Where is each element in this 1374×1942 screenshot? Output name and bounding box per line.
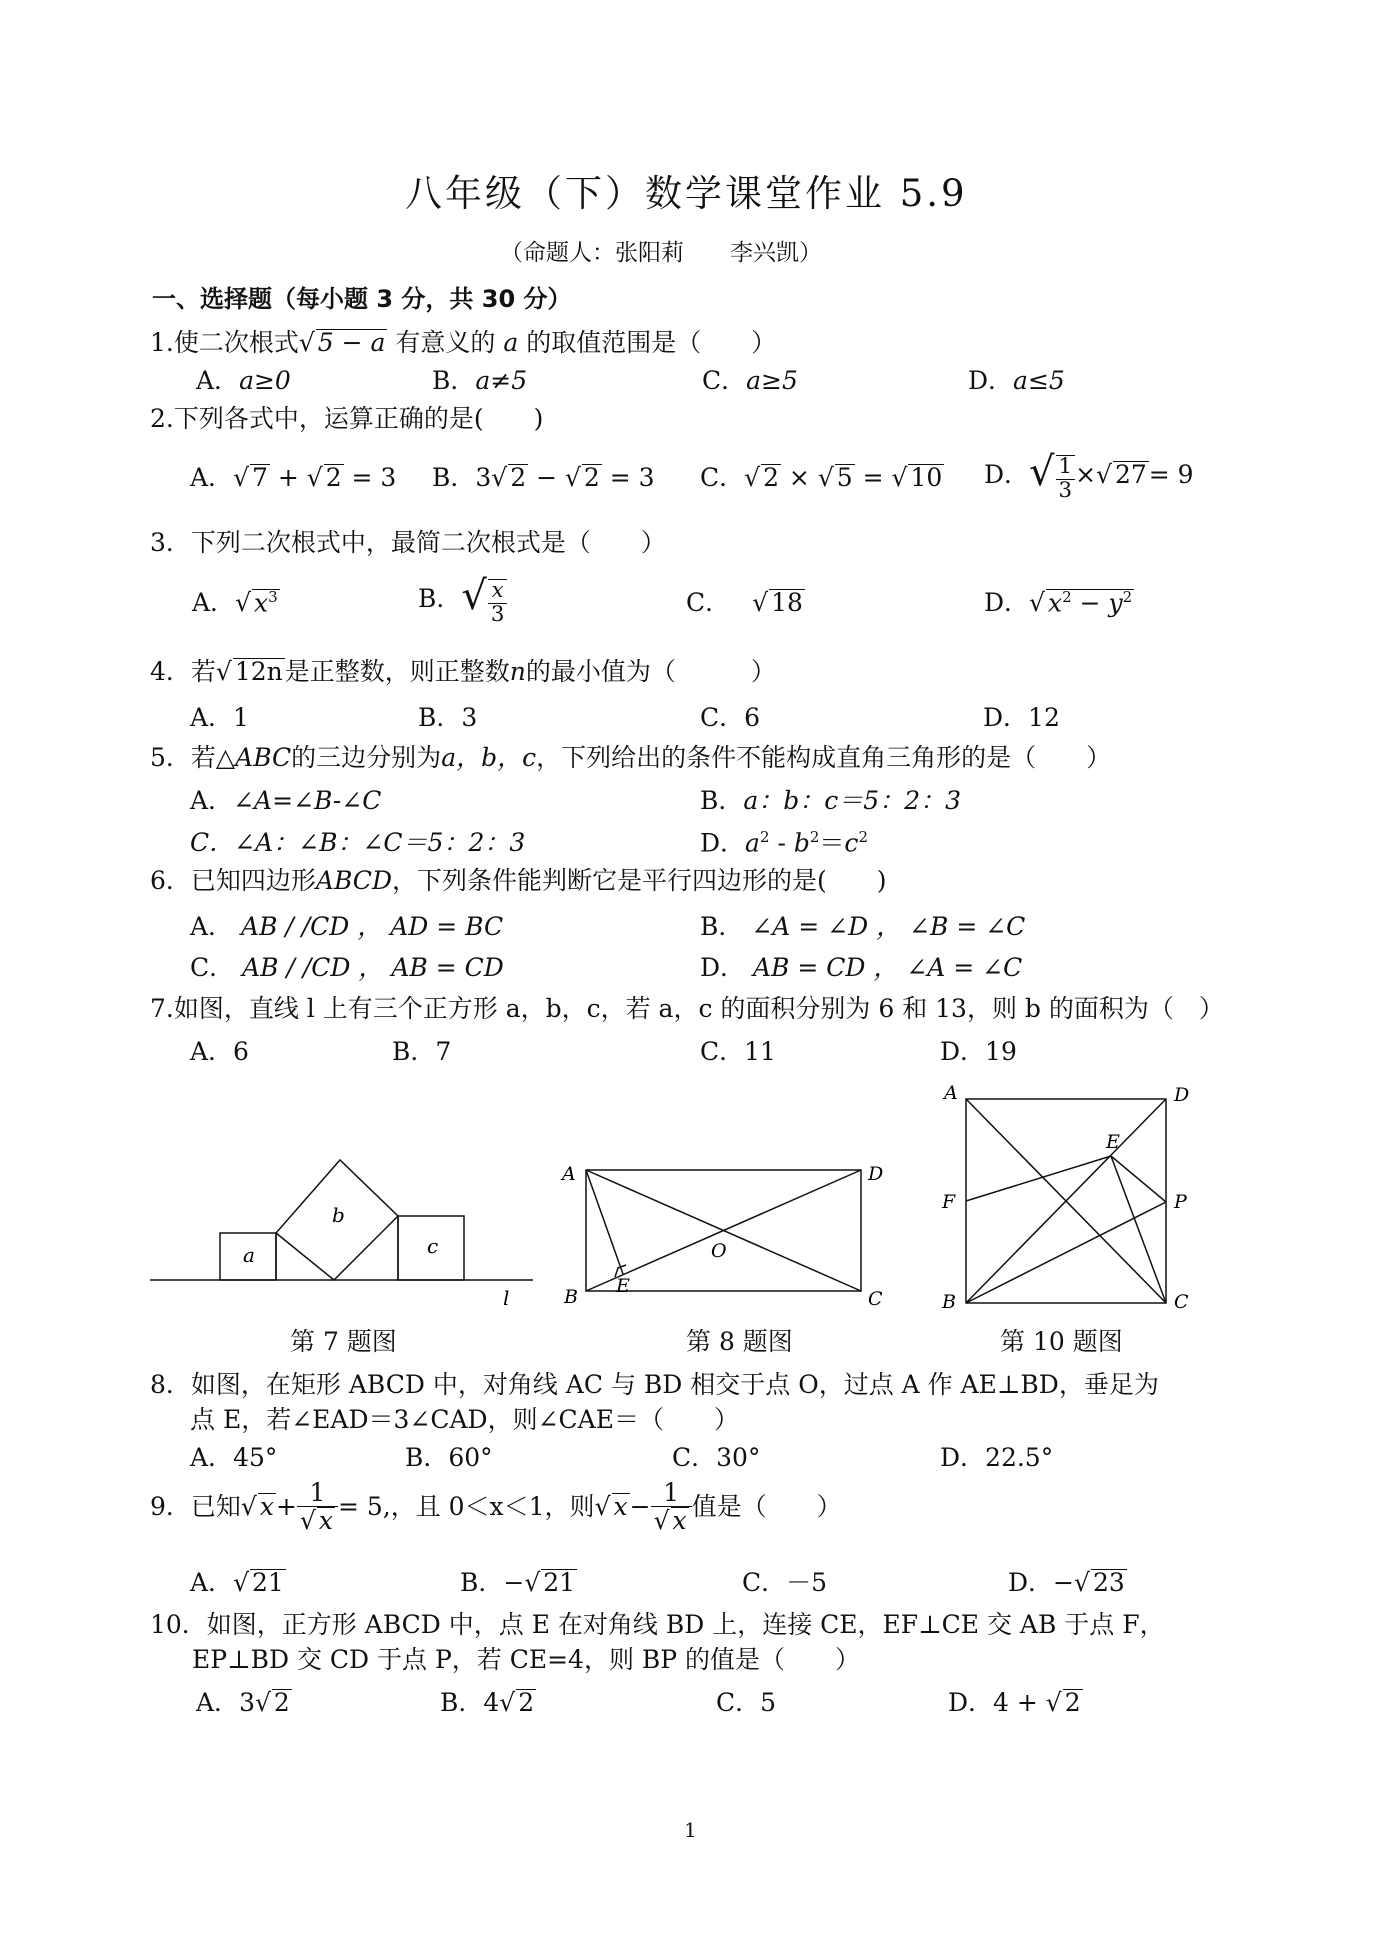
fig10-label-a: A (944, 1082, 958, 1104)
option-letter: D． (968, 366, 1014, 395)
fig7-label-b: b (332, 1203, 345, 1227)
option-letter: A． (196, 366, 240, 395)
q5-option-b: B．a：b：c＝5：2：3 (700, 786, 962, 815)
sqrt-fraction: √ $\frac{x}{3}$ (461, 572, 507, 626)
fig8-label-d: D (868, 1163, 884, 1185)
fig10-label-c: C (1174, 1291, 1189, 1313)
q1-option-c (702, 366, 798, 396)
sqrt-expression: √ 2 (744, 463, 779, 492)
q1-stem-pre: 1.使二次根式 (150, 328, 299, 357)
q1-option-b (432, 366, 527, 396)
sqrt-expression: √ 7 (233, 463, 268, 492)
question-7-stem: 7.如图，直线 l 上有三个正方形 a，b，c，若 a，c 的面积分别为 6 和 13，则 b 的面积为（ ） (150, 994, 1224, 1023)
q9-option-d: D．−√ 23 (1008, 1568, 1125, 1597)
sqrt-expression: √ 5 − a (298, 328, 386, 357)
question-3-stem: 3．下列二次根式中，最简二次根式是（ ） (150, 528, 666, 557)
q5-option-d: D．$a^2 - b^2=c^2$ (700, 828, 868, 858)
q8-option-c: C．30° (672, 1443, 761, 1472)
q7-option-d: D．19 (940, 1037, 1017, 1066)
figure-7 (148, 1150, 538, 1320)
fig10-label-d: D (1174, 1084, 1190, 1106)
q3-option-c (686, 588, 805, 618)
sqrt-expression: √ $x^2 - y^2$ (1029, 587, 1133, 617)
fig8-caption: 第 8 题图 (686, 1327, 793, 1356)
q4-option-d: D．12 (983, 703, 1060, 732)
fig8-label-e: E (616, 1275, 630, 1297)
fig8-label-c: C (868, 1288, 883, 1310)
option-letter: B． (432, 463, 476, 492)
q6-option-b: B． ∠A = ∠D ， ∠B = ∠C (700, 912, 1026, 941)
q2-option-d: D． √ $\frac{1}{3}$ × √ 27 = 9 (984, 449, 1194, 503)
fig10-label-e: E (1106, 1131, 1120, 1153)
q4-option-b: B．3 (418, 703, 478, 732)
option-letter: A． (190, 463, 234, 492)
option-letter: B． (432, 366, 476, 395)
question-8-line-2: 点 E，若∠EAD＝3∠CAD，则∠CAE＝（ ） (190, 1405, 739, 1434)
question-9-stem: 9．已知 √ x + $\frac{1}{√ x}$ = 5,，且 0＜x＜1，则 √ x − $\frac{1}{√ x}$ 值是（ ） (150, 1478, 842, 1536)
page-number: 1 (684, 1818, 697, 1842)
q2-option-a: A．√ 7 + √ 2 = 3 (190, 463, 397, 492)
figure-8 (556, 1150, 896, 1320)
option-body: a≥5 (746, 366, 798, 395)
q8-option-b: B．60° (405, 1443, 493, 1472)
sqrt-expression: √ $x^3$ (235, 587, 278, 617)
question-6-stem: 6．已知四边形ABCD，下列条件能判断它是平行四边形的是( ) (150, 866, 887, 895)
q6-option-c: C． AB / /CD ， AB = CD (190, 953, 504, 982)
fig10-label-b: B (942, 1291, 956, 1313)
sqrt-expression: √ 2 (491, 463, 527, 492)
page-title: 八年级（下）数学课堂作业 5.9 (405, 172, 968, 215)
fraction: $\frac{1}{√ x}$ (651, 1480, 692, 1535)
q4-option-a: A．1 (190, 703, 249, 732)
fig8-label-b: B (564, 1286, 578, 1308)
q3-option-d (984, 588, 1134, 618)
option-body: a≠5 (475, 366, 528, 395)
option-letter: D． (984, 588, 1030, 617)
option-body: a≥0 (239, 366, 291, 395)
q1-stem-end: 的取值范围是（ ） (526, 328, 777, 357)
q8-option-d: D．22.5° (940, 1443, 1054, 1472)
question-10-line-2: EP⊥BD 交 CD 于点 P，若 CE=4，则 BP 的值是（ ） (192, 1645, 861, 1674)
q10-option-b: B．4√ 2 (440, 1688, 535, 1717)
question-4-stem: 4．若√ 12n是正整数，则正整数n的最小值为（ ） (150, 657, 776, 686)
fig8-label-a: A (562, 1163, 576, 1185)
option-letter: D． (984, 459, 1030, 489)
question-10-line-1: 10．如图，正方形 ABCD 中，点 E 在对角线 BD 上，连接 CE，EF⊥CE 交 AB 于点 F， (150, 1610, 1165, 1639)
q9-option-a: A．√ 21 (190, 1568, 284, 1597)
q3-option-b (418, 572, 507, 626)
q2-option-b: B．3√ 2 − √ 2 = 3 (432, 463, 655, 492)
q6-option-d: D． AB = CD ， ∠A = ∠C (700, 953, 1023, 982)
q1-option-a (196, 366, 291, 396)
q6-option-a: A． AB / /CD ， AD = BC (190, 912, 504, 941)
q1-radicand: 5 − a (317, 328, 386, 357)
q1-option-d (968, 366, 1065, 396)
q9-option-c: C．－5 (742, 1568, 828, 1597)
option-letter: C． (702, 366, 747, 395)
sqrt-expression: √ 12n (215, 657, 283, 686)
section-heading: 一、选择题（每小题 3 分，共 30 分） (152, 285, 572, 313)
q7-option-c: C．11 (700, 1037, 776, 1066)
question-1-stem (150, 328, 776, 358)
question-5-stem: 5．若△ABC的三边分别为a，b，c，下列给出的条件不能构成直角三角形的是（ ） (150, 743, 1112, 772)
option-letter: C． (700, 463, 745, 492)
q10-option-d: D．4 + √ 2 (948, 1688, 1081, 1717)
sqrt-expression: √ 27 (1096, 459, 1147, 489)
fig7-label-a: a (243, 1243, 255, 1267)
q5-option-a: A．∠A=∠B-∠C (190, 786, 382, 815)
q5-option-c: C．∠A：∠B：∠C＝5：2：3 (190, 828, 526, 857)
figure-10 (930, 1075, 1200, 1320)
option-letter: B． (418, 583, 462, 613)
q4-option-c: C．6 (700, 703, 761, 732)
q7-option-a: A．6 (190, 1037, 249, 1066)
sqrt-expression: √ 18 (752, 588, 803, 617)
q1-stem-post: 有意义的 (395, 328, 496, 357)
fig10-label-p: P (1174, 1191, 1187, 1213)
question-8-line-1: 8．如图，在矩形 ABCD 中，对角线 AC 与 BD 相交于点 O，过点 A 作 AE⊥BD，垂足为 (150, 1370, 1159, 1399)
fraction: $\frac{1}{√ x}$ (297, 1480, 338, 1535)
option-letter: C． (686, 588, 731, 617)
option-body: a≤5 (1013, 366, 1065, 395)
author-line: （命题人：张阳莉 李兴凯） (500, 240, 822, 266)
q10-option-a: A．3√ 2 (196, 1688, 290, 1717)
option-letter: A． (192, 588, 236, 617)
fig7-caption: 第 7 题图 (290, 1327, 397, 1356)
sqrt-expression: √ x (240, 1492, 274, 1522)
fig7-label-l: l (503, 1286, 510, 1310)
q9-option-b: B．−√ 21 (460, 1568, 576, 1597)
q8-option-a: A．45° (190, 1443, 278, 1472)
fig10-caption: 第 10 题图 (1000, 1327, 1123, 1356)
q1-var: a (503, 328, 519, 357)
q3-option-a (192, 588, 280, 618)
sqrt-fraction: √ $\frac{1}{3}$ (1029, 448, 1075, 502)
fig10-label-f: F (942, 1191, 956, 1213)
fig8-label-o: O (711, 1240, 727, 1262)
question-2-stem: 2.下列各式中，运算正确的是( ) (150, 404, 544, 433)
sqrt-expression: √ 5 (817, 463, 853, 492)
sqrt-expression: √ 2 (564, 463, 600, 492)
sqrt-expression: √ 2 (306, 463, 342, 492)
sqrt-expression: √ 10 (891, 463, 943, 492)
fig7-label-c: c (427, 1234, 439, 1258)
q7-option-b: B．7 (392, 1037, 452, 1066)
q2-option-c: C．√ 2 × √ 5 = √ 10 (700, 463, 943, 492)
q10-option-c: C．5 (716, 1688, 777, 1717)
sqrt-expression: √ x (594, 1492, 628, 1522)
